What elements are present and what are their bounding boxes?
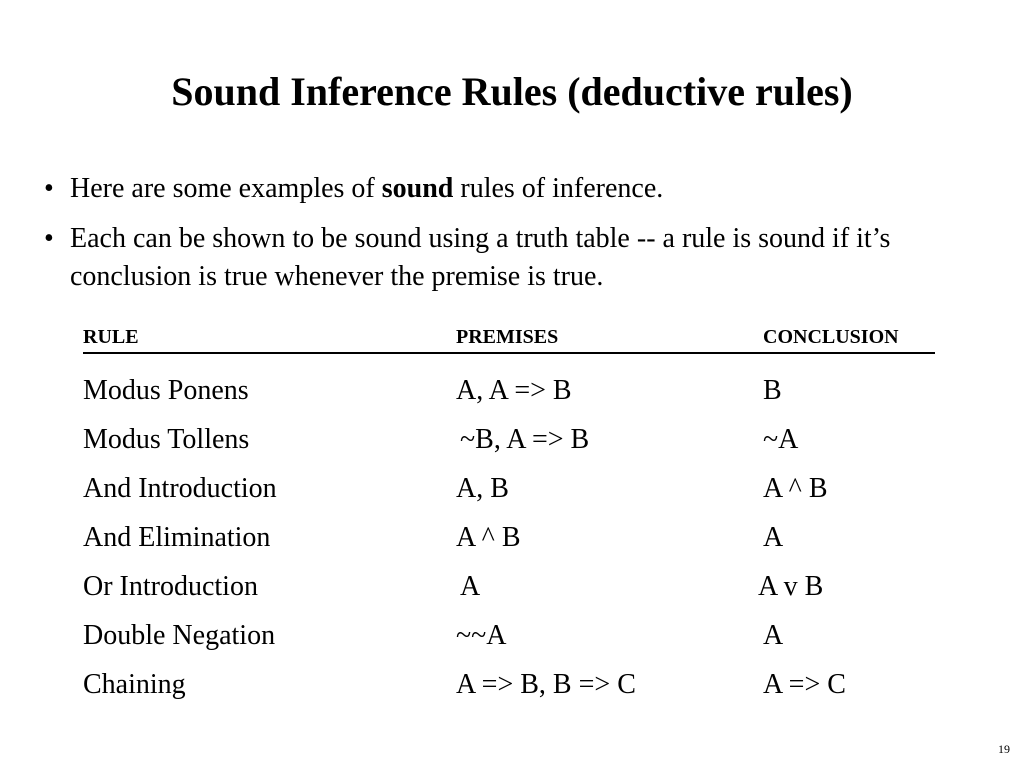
slide-title: Sound Inference Rules (deductive rules) xyxy=(171,69,853,114)
table-row xyxy=(83,366,935,415)
table-row xyxy=(83,611,935,660)
bullet-text-suffix: rules of inference. xyxy=(453,173,664,204)
cell-rule: Double Negation xyxy=(83,620,276,651)
rules-table-body xyxy=(83,354,935,709)
cell-rule: And Introduction xyxy=(83,473,277,504)
table-row xyxy=(83,415,935,464)
table-row xyxy=(83,562,935,611)
cell-conclusion: A xyxy=(763,522,784,553)
bullet-marker: • xyxy=(44,173,54,204)
table-row xyxy=(83,513,935,562)
cell-rule: Modus Ponens xyxy=(83,375,249,406)
cell-premises: A xyxy=(460,571,481,602)
cell-conclusion: A v B xyxy=(758,571,824,602)
cell-premises: ~B, A => B xyxy=(460,424,590,455)
bullet-text-prefix: Here are some examples of xyxy=(70,173,382,204)
table-row xyxy=(83,660,935,709)
cell-conclusion: ~A xyxy=(763,424,799,455)
rules-table xyxy=(83,322,935,709)
cell-conclusion: A => C xyxy=(763,669,846,700)
header-premises: PREMISES xyxy=(456,326,559,348)
cell-rule: Chaining xyxy=(83,669,186,700)
cell-premises: ~~A xyxy=(456,620,507,651)
bullet-list xyxy=(44,170,944,308)
rules-table-header xyxy=(83,322,935,354)
cell-premises: A, B xyxy=(456,473,509,504)
bullet-text-bold: sound xyxy=(381,173,454,204)
header-conclusion: CONCLUSION xyxy=(763,326,899,348)
bullet-text: Each can be shown to be sound using a truth table -- a rule is sound if it’s conclusion is true whenever the premise is true. xyxy=(70,223,891,292)
cell-rule: Or Introduction xyxy=(83,571,258,602)
cell-premises: A => B, B => C xyxy=(456,669,636,700)
bullet-item xyxy=(44,170,944,208)
cell-premises: A ^ B xyxy=(456,522,521,553)
cell-premises: A, A => B xyxy=(456,375,572,406)
bullet-marker: • xyxy=(44,223,54,254)
cell-conclusion: A xyxy=(763,620,784,651)
cell-conclusion: A ^ B xyxy=(763,473,828,504)
cell-conclusion: B xyxy=(763,375,782,406)
cell-rule: Modus Tollens xyxy=(83,424,250,455)
table-row xyxy=(83,464,935,513)
bullet-item xyxy=(44,220,944,296)
cell-rule: And Elimination xyxy=(83,522,271,553)
page-number: 19 xyxy=(998,742,1010,756)
header-rule: RULE xyxy=(83,326,139,348)
